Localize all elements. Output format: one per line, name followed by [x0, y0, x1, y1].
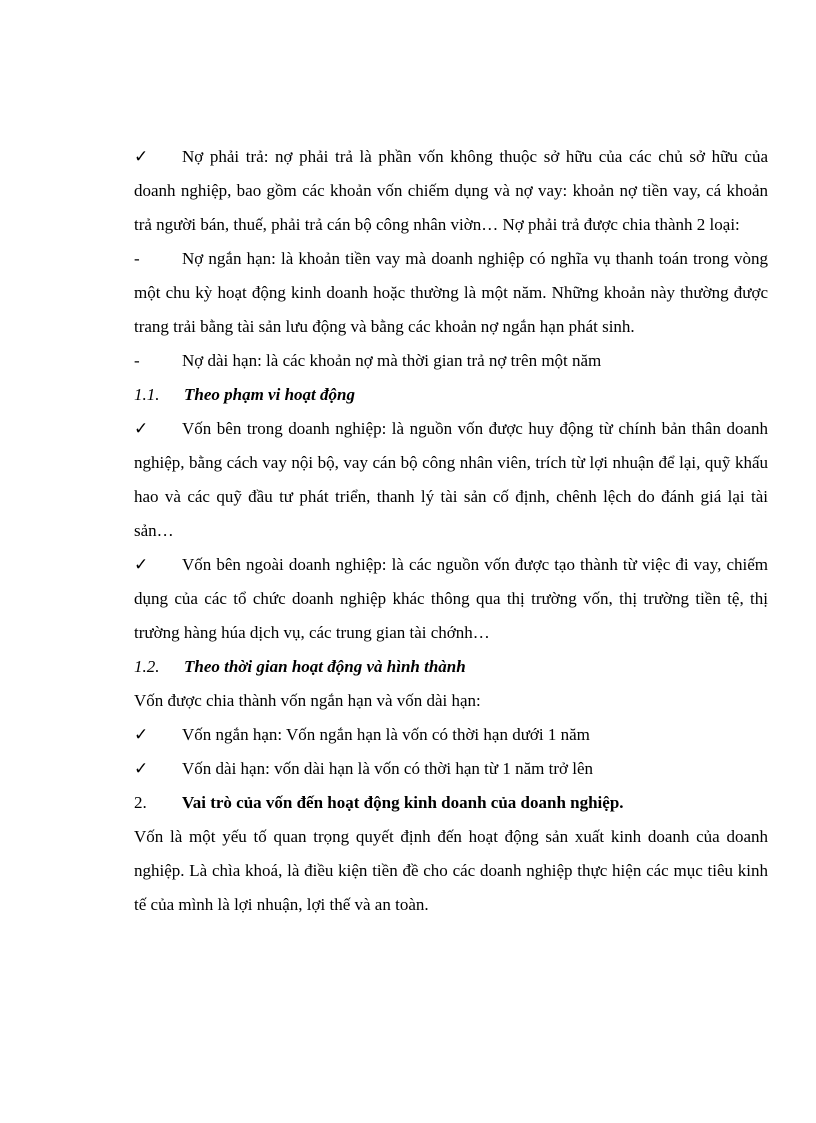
- paragraph-no-dai-han: [134, 344, 768, 378]
- paragraph-von-dai-han: [134, 752, 768, 786]
- paragraph-text: Vốn bên trong doanh nghiệp: là nguồn vốn được huy động từ chính bản thân doanh nghiệp, bằng cách vay nội bộ, vay cán bộ công nhân viên, trích từ lợi nhuận để lại, quỹ khấu hao và các quỹ đầu tư phát triển, thanh lý tài sản cố định, chênh lệch do đánh giá lại tài sản…: [134, 419, 768, 540]
- heading-2: [134, 786, 768, 820]
- paragraph-text: Nợ dài hạn: là các khoản nợ mà thời gian trả nợ trên một năm: [182, 351, 602, 370]
- paragraph-von-ben-trong: [134, 412, 768, 548]
- checkmark-icon: ✓: [134, 759, 149, 779]
- paragraph-von-ben-ngoai: [134, 548, 768, 650]
- checkmark-icon: ✓: [134, 555, 149, 575]
- heading-text: Theo phạm vi hoạt động: [184, 385, 355, 404]
- heading-1-1: [134, 378, 768, 412]
- heading-number: 1.2.: [134, 657, 160, 676]
- paragraph-text: Nợ phải trả: nợ phải trả là phần vốn không thuộc sở hữu của các chủ sở hữu của doanh nghiệp, bao gồm các khoản vốn chiếm dụng và nợ vay: khoản nợ tiền vay, cá khoản trả người bán, thuế, phải trả cán bộ công nhân viờn… Nợ phải trả được chia thành 2 loại:: [134, 147, 768, 234]
- heading-text: Vai trò của vốn đến hoạt động kinh doanh của doanh nghiệp.: [182, 793, 624, 812]
- paragraph-text: Vốn ngắn hạn: Vốn ngắn hạn là vốn có thời hạn dưới 1 năm: [182, 725, 590, 744]
- paragraph-no-ngan-han: [134, 242, 768, 344]
- paragraph-text: Nợ ngắn hạn: là khoản tiền vay mà doanh nghiệp có nghĩa vụ thanh toán trong vòng một chu kỳ hoạt động kinh doanh hoặc thường là một năm. Những khoản này thường được trang trải bằng tài sản lưu động và bằng các khoản nợ ngắn hạn phát sinh.: [134, 249, 768, 336]
- paragraph-text: Vốn được chia thành vốn ngắn hạn và vốn dài hạn:: [134, 691, 481, 710]
- paragraph-von-chia: [134, 684, 768, 718]
- document-body: [134, 140, 768, 922]
- paragraph-no-phai-tra: [134, 140, 768, 242]
- dash-bullet: -: [134, 351, 140, 370]
- heading-number: 2.: [134, 793, 147, 812]
- paragraph-text: Vốn là một yếu tố quan trọng quyết định đến hoạt động sản xuất kinh doanh của doanh nghiệp. Là chìa khoá, là điều kiện tiền đề cho các doanh nghiệp thực hiện các mục tiêu kinh tế của mình là lợi nhuận, lợi thế và an toàn.: [134, 827, 768, 914]
- checkmark-icon: ✓: [134, 419, 149, 439]
- paragraph-text: Vốn dài hạn: vốn dài hạn là vốn có thời hạn từ 1 năm trở lên: [182, 759, 594, 778]
- heading-1-2: [134, 650, 768, 684]
- heading-text: Theo thời gian hoạt động và hình thành: [184, 657, 466, 676]
- paragraph-text: Vốn bên ngoài doanh nghiệp: là các nguồn vốn được tạo thành từ việc đi vay, chiếm dụng của các tổ chức doanh nghiệp khác thông qua thị trường vốn, thị trường tiền tệ, thị trường hàng húa dịch vụ, các trung gian tài chớnh…: [134, 555, 768, 642]
- checkmark-icon: ✓: [134, 725, 149, 745]
- paragraph-vai-tro: [134, 820, 768, 922]
- dash-bullet: -: [134, 249, 140, 268]
- checkmark-icon: ✓: [134, 147, 149, 167]
- paragraph-von-ngan-han: [134, 718, 768, 752]
- heading-number: 1.1.: [134, 385, 160, 404]
